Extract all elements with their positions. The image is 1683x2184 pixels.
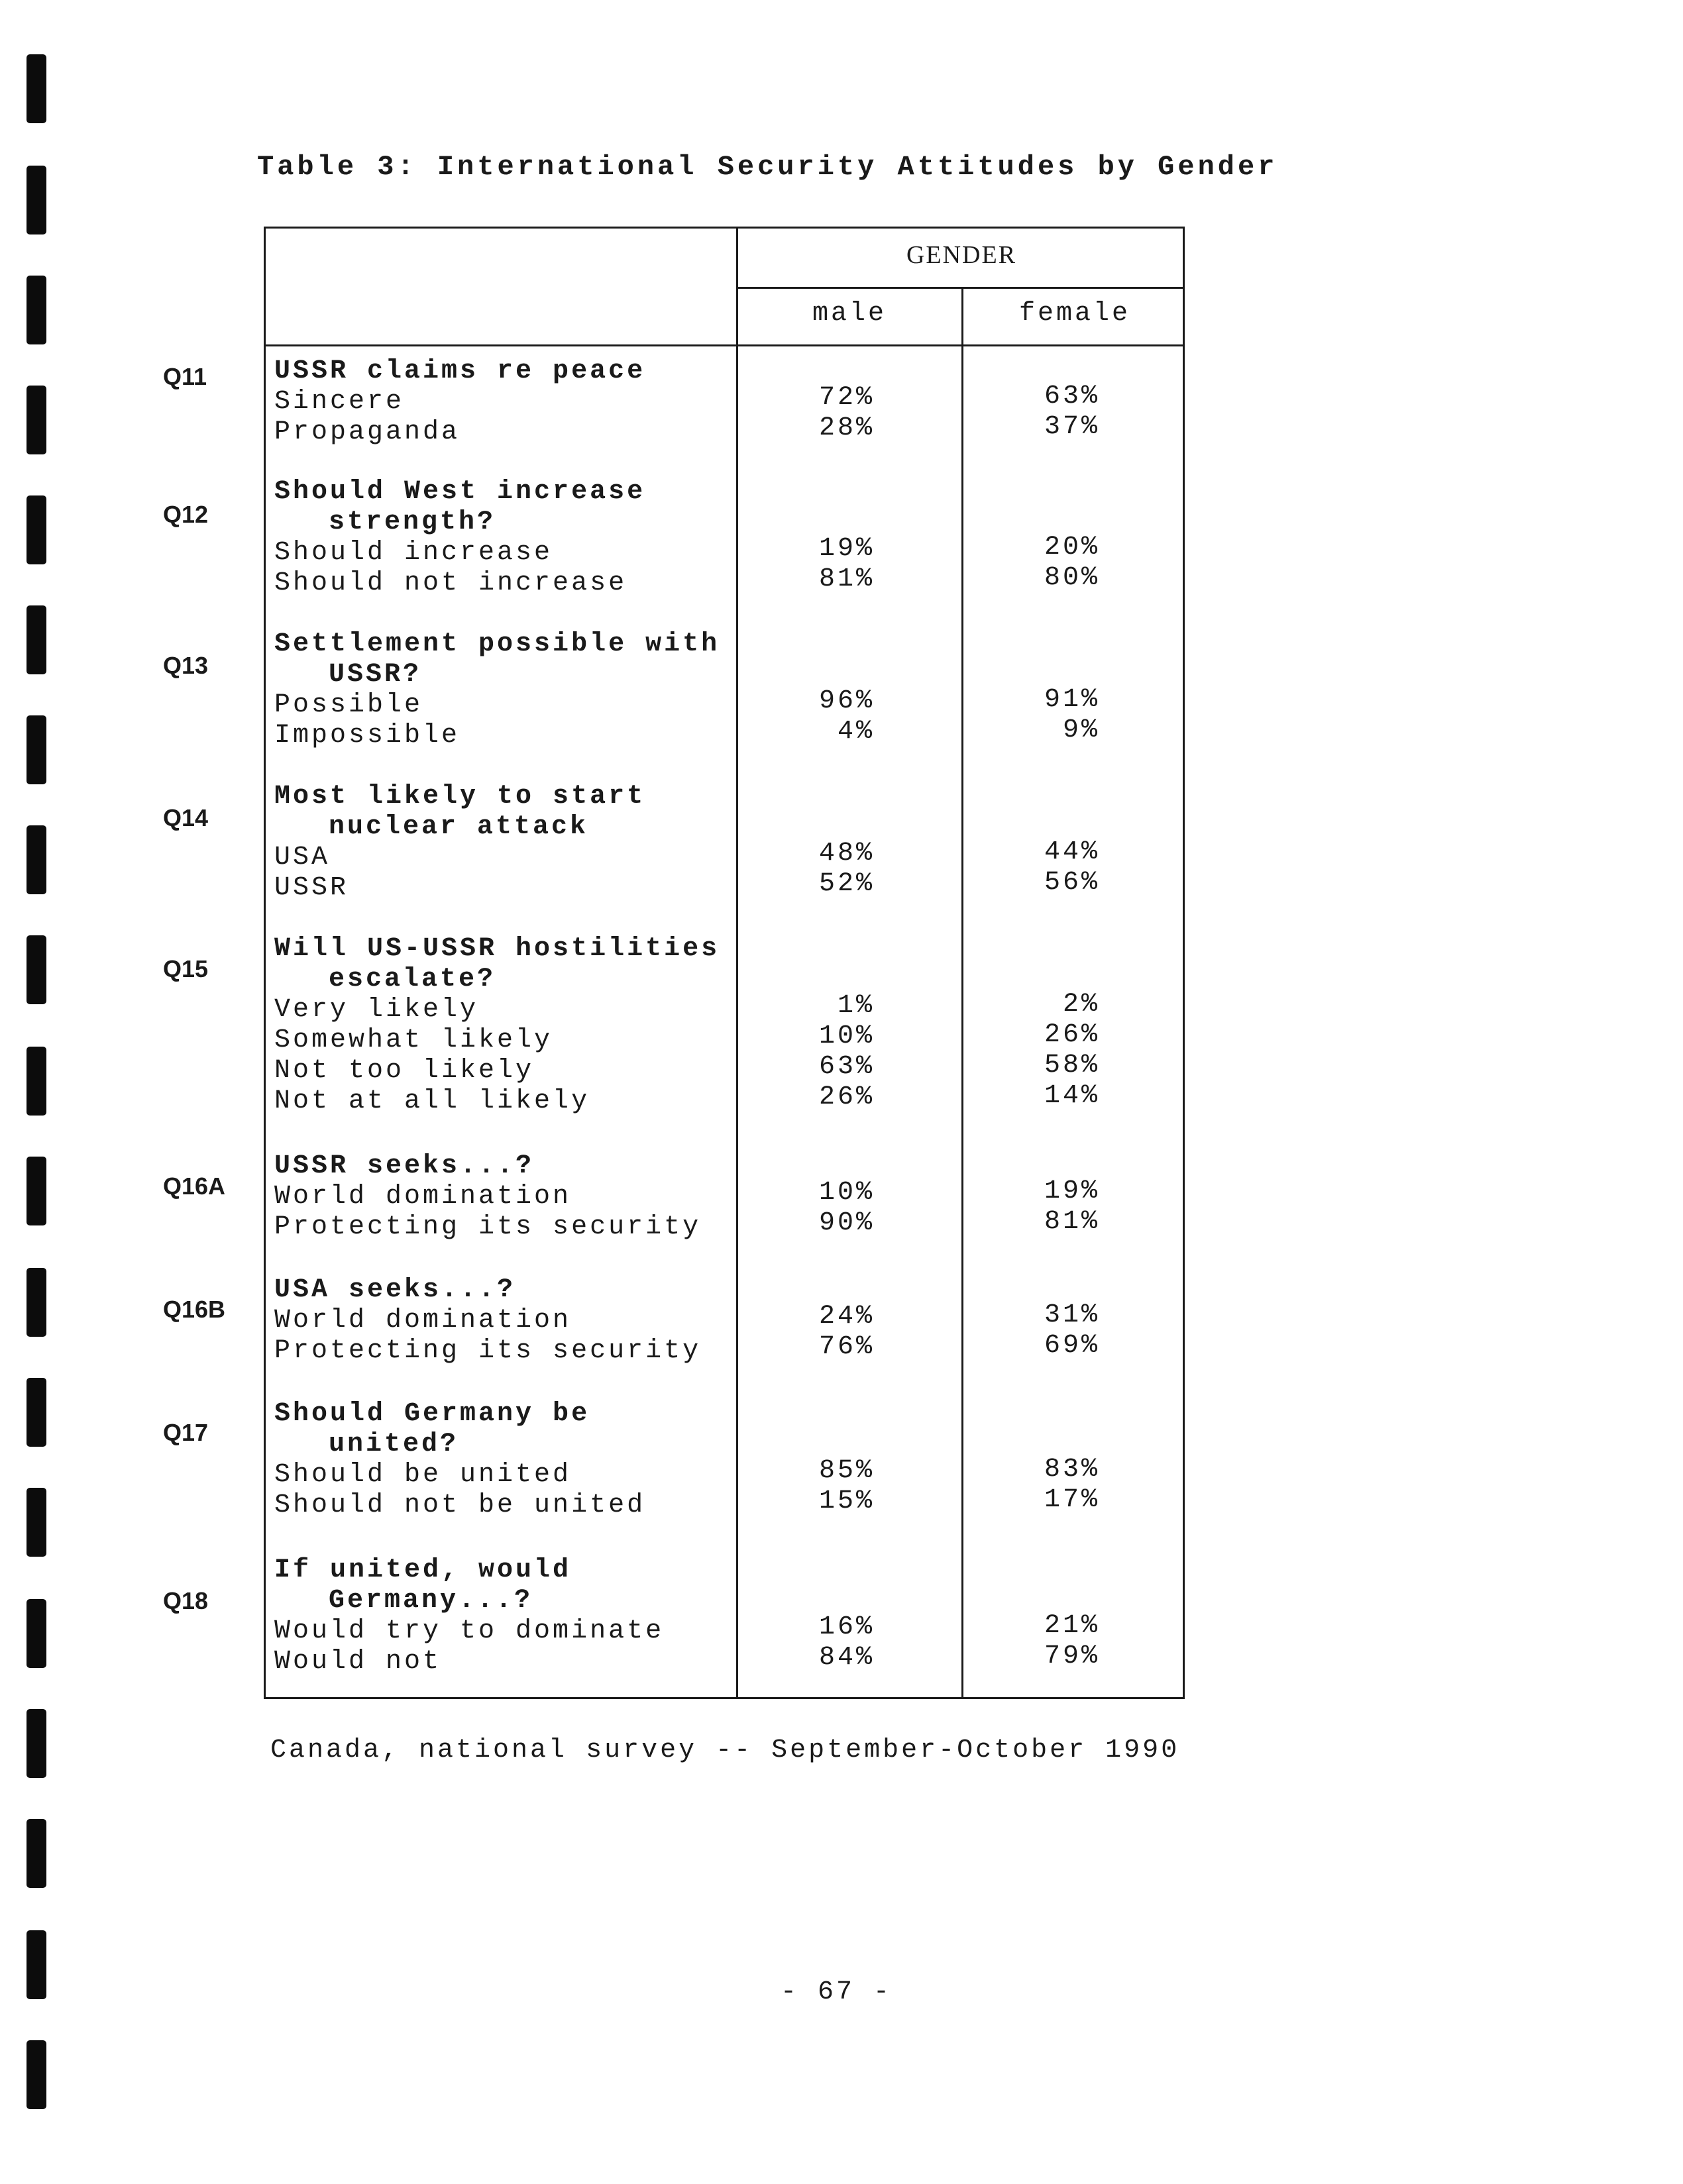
table-title: Table 3: International Security Attitudes by Gender	[257, 151, 1278, 183]
male-percent: 84%	[818, 1643, 875, 1673]
male-percent: 1%	[837, 991, 875, 1021]
male-percent: 76%	[818, 1332, 875, 1362]
male-percent: 24%	[818, 1302, 875, 1331]
binder-hole	[27, 1488, 46, 1557]
source-note: Canada, national survey -- September-October 1990	[270, 1736, 1180, 1765]
page-number-text: - 67 -	[781, 1977, 893, 2007]
binder-hole	[27, 715, 46, 784]
female-percent: 17%	[1044, 1485, 1100, 1515]
question-title: Most likely to start	[274, 782, 646, 811]
female-percent: 2%	[1062, 990, 1100, 1019]
binder-hole	[27, 495, 46, 564]
binder-hole	[27, 1819, 46, 1888]
binder-hole	[27, 935, 46, 1004]
female-percent: 80%	[1044, 563, 1100, 593]
response-label: Should be united	[274, 1460, 572, 1490]
response-label: Possible	[274, 690, 423, 720]
question-title: strength?	[329, 507, 496, 537]
response-label: Not at all likely	[274, 1086, 590, 1116]
response-label: USSR	[274, 873, 349, 903]
response-label: Impossible	[274, 721, 461, 751]
male-percent: 96%	[818, 686, 875, 716]
binder-hole	[27, 166, 46, 234]
female-percent: 37%	[1044, 412, 1100, 442]
male-percent: 4%	[837, 717, 875, 747]
female-percent: 31%	[1044, 1300, 1100, 1330]
response-label: Not too likely	[274, 1056, 535, 1086]
female-percent: 9%	[1062, 715, 1100, 745]
male-percent: 48%	[818, 839, 875, 868]
binder-hole	[27, 2040, 46, 2109]
male-percent: 52%	[818, 869, 875, 899]
female-percent: 63%	[1044, 382, 1100, 411]
group-header-gender: GENDER	[906, 241, 1017, 269]
binder-hole	[27, 54, 46, 123]
column-header-female: female	[1018, 299, 1131, 329]
male-percent: 90%	[818, 1208, 875, 1238]
female-percent: 19%	[1044, 1176, 1100, 1206]
binder-hole	[27, 276, 46, 344]
response-label: World domination	[274, 1182, 572, 1212]
question-code: Q16B	[163, 1296, 226, 1323]
male-percent: 10%	[818, 1178, 875, 1208]
question-title: Should West increase	[274, 477, 646, 507]
question-code: Q15	[163, 955, 209, 982]
binder-hole	[27, 1378, 46, 1447]
question-code: Q13	[163, 652, 209, 679]
question-title: USSR claims re peace	[274, 356, 646, 386]
male-percent: 26%	[818, 1082, 875, 1112]
response-label: World domination	[274, 1306, 572, 1335]
female-percent: 14%	[1044, 1081, 1100, 1111]
male-percent: 85%	[818, 1456, 875, 1486]
female-percent: 83%	[1044, 1455, 1100, 1484]
male-percent: 16%	[818, 1612, 875, 1642]
header-divider	[266, 344, 1183, 346]
binder-hole	[27, 1709, 46, 1778]
question-title: Settlement possible with	[274, 629, 720, 659]
binder-hole	[27, 1157, 46, 1225]
column-header-male: male	[812, 299, 887, 329]
question-code: Q18	[163, 1587, 209, 1614]
male-percent: 10%	[818, 1021, 875, 1051]
column-divider	[736, 229, 738, 1697]
question-code: Q16A	[163, 1172, 226, 1200]
question-title: If united, would	[274, 1555, 572, 1585]
response-label: Protecting its security	[274, 1212, 702, 1242]
question-title: Should Germany be	[274, 1399, 590, 1429]
response-label: Would not	[274, 1647, 442, 1677]
binder-hole	[27, 1930, 46, 1999]
question-title: USSR?	[329, 660, 422, 690]
female-percent: 58%	[1044, 1051, 1100, 1080]
female-percent: 44%	[1044, 837, 1100, 867]
header-divider	[736, 287, 1183, 289]
female-percent: 79%	[1044, 1641, 1100, 1671]
binder-hole	[27, 1599, 46, 1668]
binder-hole	[27, 605, 46, 674]
response-label: Protecting its security	[274, 1336, 702, 1366]
response-label: Very likely	[274, 995, 479, 1025]
response-label: Would try to dominate	[274, 1616, 665, 1646]
response-label: Should increase	[274, 538, 553, 568]
male-percent: 19%	[818, 534, 875, 564]
response-label: USA	[274, 843, 331, 872]
response-label: Propaganda	[274, 417, 461, 447]
female-percent: 20%	[1044, 533, 1100, 562]
question-title: USA seeks...?	[274, 1275, 516, 1305]
binder-hole	[27, 1268, 46, 1337]
response-label: Sincere	[274, 387, 405, 417]
binder-hole	[27, 825, 46, 894]
male-percent: 15%	[818, 1486, 875, 1516]
male-percent: 72%	[818, 383, 875, 413]
female-percent: 26%	[1044, 1020, 1100, 1050]
question-title: united?	[329, 1430, 459, 1459]
response-label: Somewhat likely	[274, 1025, 553, 1055]
response-label: Should not be united	[274, 1490, 646, 1520]
female-percent: 91%	[1044, 685, 1100, 715]
question-title: USSR seeks...?	[274, 1151, 535, 1181]
female-percent: 56%	[1044, 868, 1100, 898]
column-divider	[961, 287, 963, 1697]
question-title: Will US-USSR hostilities	[274, 934, 720, 964]
question-code: Q17	[163, 1419, 209, 1446]
question-title: escalate?	[329, 964, 496, 994]
question-title: nuclear attack	[329, 812, 589, 842]
question-code: Q11	[163, 363, 207, 390]
male-percent: 81%	[818, 564, 875, 594]
female-percent: 21%	[1044, 1611, 1100, 1641]
male-percent: 63%	[818, 1052, 875, 1082]
female-percent: 69%	[1044, 1331, 1100, 1361]
male-percent: 28%	[818, 413, 875, 443]
question-code: Q12	[163, 501, 209, 528]
question-code: Q14	[163, 804, 209, 831]
binder-hole	[27, 386, 46, 454]
binder-hole	[27, 1047, 46, 1116]
female-percent: 81%	[1044, 1207, 1100, 1237]
question-title: Germany...?	[329, 1586, 533, 1616]
response-label: Should not increase	[274, 568, 627, 598]
